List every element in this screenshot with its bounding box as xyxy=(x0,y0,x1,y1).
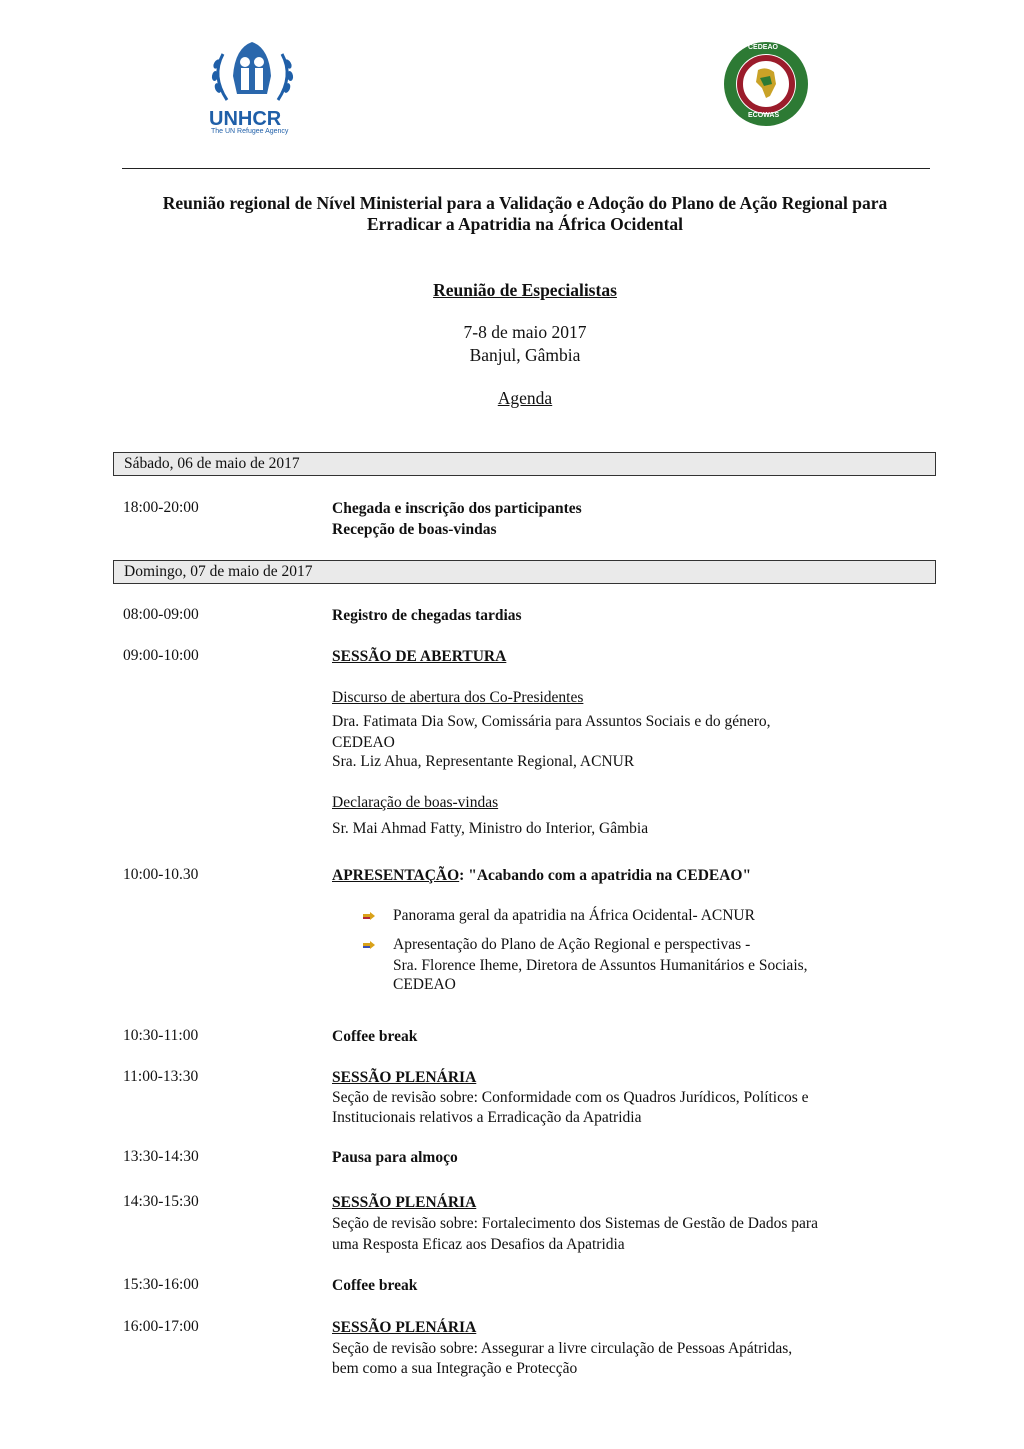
session-title-underlined: APRESENTAÇÃO xyxy=(332,867,460,884)
session-description: Seção de revisão sobre: Fortalecimento dos Sistemas de Gestão de Dados para xyxy=(332,1215,818,1232)
time-slot: 09:00-10:00 xyxy=(123,647,199,664)
ecowas-bottom-text: ECOWAS xyxy=(748,112,780,119)
session-title xyxy=(332,866,751,886)
subtitle: Reunião de Especialistas xyxy=(433,280,617,300)
session-title: SESSÃO PLENÁRIA xyxy=(332,1194,477,1211)
session-description: uma Resposta Eficaz aos Desafios da Apatridia xyxy=(332,1236,625,1253)
agenda-item-title: Chegada e inscrição dos participantes xyxy=(332,500,582,517)
agenda-item-title: Coffee break xyxy=(332,1277,418,1294)
session-description: Seção de revisão sobre: Conformidade com os Quadros Jurídicos, Políticos e xyxy=(332,1089,809,1106)
arrow-bullet-icon xyxy=(363,912,375,920)
speaker-line: Dra. Fatimata Dia Sow, Comissária para Assuntos Sociais e do género, xyxy=(332,713,771,730)
session-title: SESSÃO PLENÁRIA xyxy=(332,1319,477,1336)
session-description: Institucionais relativos a Erradicação da Apatridia xyxy=(332,1109,642,1126)
bullet-item: Apresentação do Plano de Ação Regional e perspectivas - xyxy=(393,936,751,953)
time-slot: 08:00-09:00 xyxy=(123,606,199,623)
agenda-item-title: Pausa para almoço xyxy=(332,1149,458,1166)
agenda-item-title: Registro de chegadas tardias xyxy=(332,607,522,624)
time-slot: 18:00-20:00 xyxy=(123,499,199,516)
bullet-item: Sra. Florence Iheme, Diretora de Assuntos Humanitários e Sociais, xyxy=(393,957,808,974)
bullet-item: Panorama geral da apatridia na África Ocidental- ACNUR xyxy=(393,907,755,924)
agenda-label: Agenda xyxy=(497,388,553,408)
speaker-line: Sra. Liz Ahua, Representante Regional, ACNUR xyxy=(332,753,635,770)
time-slot: 10:30-11:00 xyxy=(123,1027,199,1044)
document-title xyxy=(100,193,950,235)
session-description: bem como a sua Integração e Protecção xyxy=(332,1360,578,1377)
session-title: SESSÃO DE ABERTURA xyxy=(332,648,507,665)
session-title-rest: : "Acabando com a apatridia na CEDEAO" xyxy=(459,867,752,884)
agenda-item-title: Recepção de boas-vindas xyxy=(332,521,497,538)
ecowas-logo xyxy=(722,40,810,128)
title-line-2: Erradicar a Apatridia na África Ocidental xyxy=(366,214,684,234)
title-line-1: Reunião regional de Nível Ministerial para a Validação e Adoção do Plano de Ação Regional para xyxy=(162,193,888,213)
speaker-line: Sr. Mai Ahmad Fatty, Ministro do Interior, Gâmbia xyxy=(332,820,649,837)
speaker-line: CEDEAO xyxy=(332,734,395,751)
location: Banjul, Gâmbia xyxy=(469,345,581,365)
time-slot: 13:30-14:30 xyxy=(123,1148,199,1165)
sub-heading: Discurso de abertura dos Co-Presidentes xyxy=(332,689,584,706)
time-slot: 15:30-16:00 xyxy=(123,1276,199,1293)
time-slot: 11:00-13:30 xyxy=(123,1068,199,1085)
bullet-item: CEDEAO xyxy=(393,976,456,993)
time-slot: 16:00-17:00 xyxy=(123,1318,199,1335)
time-slot: 10:00-10.30 xyxy=(123,866,199,883)
unhcr-logo xyxy=(205,36,300,138)
session-description: Seção de revisão sobre: Assegurar a livre circulação de Pessoas Apátridas, xyxy=(332,1340,793,1357)
sub-heading: Declaração de boas-vindas xyxy=(332,794,499,811)
header-divider xyxy=(122,168,930,169)
unhcr-wordmark: UNHCR xyxy=(209,108,282,130)
unhcr-tagline: The UN Refugee Agency xyxy=(211,128,289,135)
agenda-item-title: Coffee break xyxy=(332,1028,418,1045)
ecowas-top-text: CEDEAO xyxy=(748,44,778,51)
dates: 7-8 de maio 2017 xyxy=(463,322,587,342)
day-header-sunday: Domingo, 07 de maio de 2017 xyxy=(113,560,936,584)
arrow-bullet-icon xyxy=(363,941,375,949)
session-title: SESSÃO PLENÁRIA xyxy=(332,1069,477,1086)
day-header-saturday: Sábado, 06 de maio de 2017 xyxy=(113,452,936,476)
time-slot: 14:30-15:30 xyxy=(123,1193,199,1210)
